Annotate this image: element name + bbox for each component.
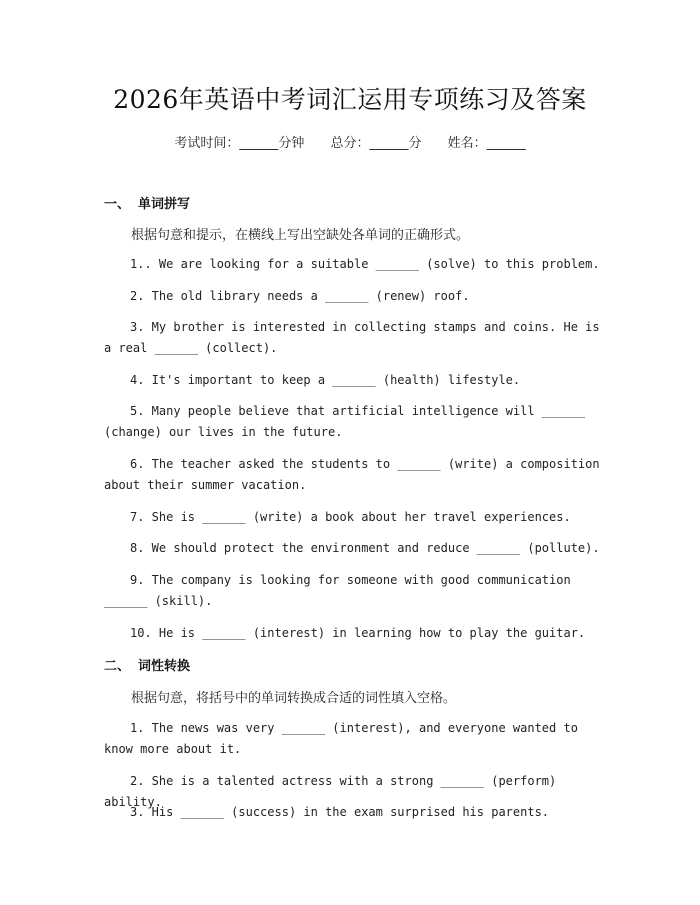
page-title: 2026年英语中考词汇运用专项练习及答案	[113, 85, 587, 114]
score-blank: ______	[369, 136, 409, 151]
s1-question-9: 9. The company is looking for someone with good communication ______ (skill).	[104, 573, 571, 608]
time-blank: ______	[239, 136, 279, 151]
s1-question-5: 5. Many people believe that artificial intelligence will ______ (change) our lives in the future.	[104, 404, 586, 439]
name-blank: ______	[486, 136, 526, 151]
section1-instruction: 根据句意和提示，在横线上写出空缺处各单词的正确形式。	[131, 228, 470, 243]
section1-number: 一、	[104, 197, 131, 212]
s2-question-2: 2. She is a talented actress with a strong ______ (perform) ability.	[104, 774, 557, 809]
s1-question-8: 8. We should protect the environment and reduce ______ (pollute).	[130, 541, 600, 555]
s1-question-6: 6. The teacher asked the students to ______ (write) a composition about their summer vacation.	[104, 457, 600, 492]
s1-question-10: 10. He is ______ (interest) in learning how to play the guitar.	[130, 626, 586, 640]
name-label: 姓名：	[447, 136, 487, 151]
s1-question-3: 3. My brother is interested in collecting stamps and coins. He is a real ______ (collect).	[104, 320, 600, 355]
section2-title: 词性转换	[138, 659, 191, 674]
s2-question-3: 3. His ______ (success) in the exam surprised his parents.	[130, 805, 550, 819]
s1-question-2: 2. The old library needs a ______ (renew) roof.	[130, 289, 470, 303]
section1-heading	[104, 193, 190, 212]
s1-question-4: 4. It's important to keep a ______ (health) lifestyle.	[130, 373, 521, 387]
score-unit: 分	[408, 136, 422, 151]
section2-number: 二、	[104, 659, 131, 674]
section1-title: 单词拼写	[138, 197, 191, 212]
section2-heading	[104, 655, 190, 674]
score-label: 总分：	[330, 136, 370, 151]
s1-question-1: 1.. We are looking for a suitable ______ (solve) to this problem.	[130, 257, 600, 271]
exam-info-line	[0, 132, 700, 151]
s2-question-1: 1. The news was very ______ (interest), and everyone wanted to know more about it.	[104, 721, 578, 756]
s1-question-7: 7. She is ______ (write) a book about her travel experiences.	[130, 510, 571, 524]
section2-instruction: 根据句意，将括号中的单词转换成合适的词性填入空格。	[131, 691, 457, 706]
time-label: 考试时间：	[174, 136, 240, 151]
time-unit: 分钟	[278, 136, 305, 151]
